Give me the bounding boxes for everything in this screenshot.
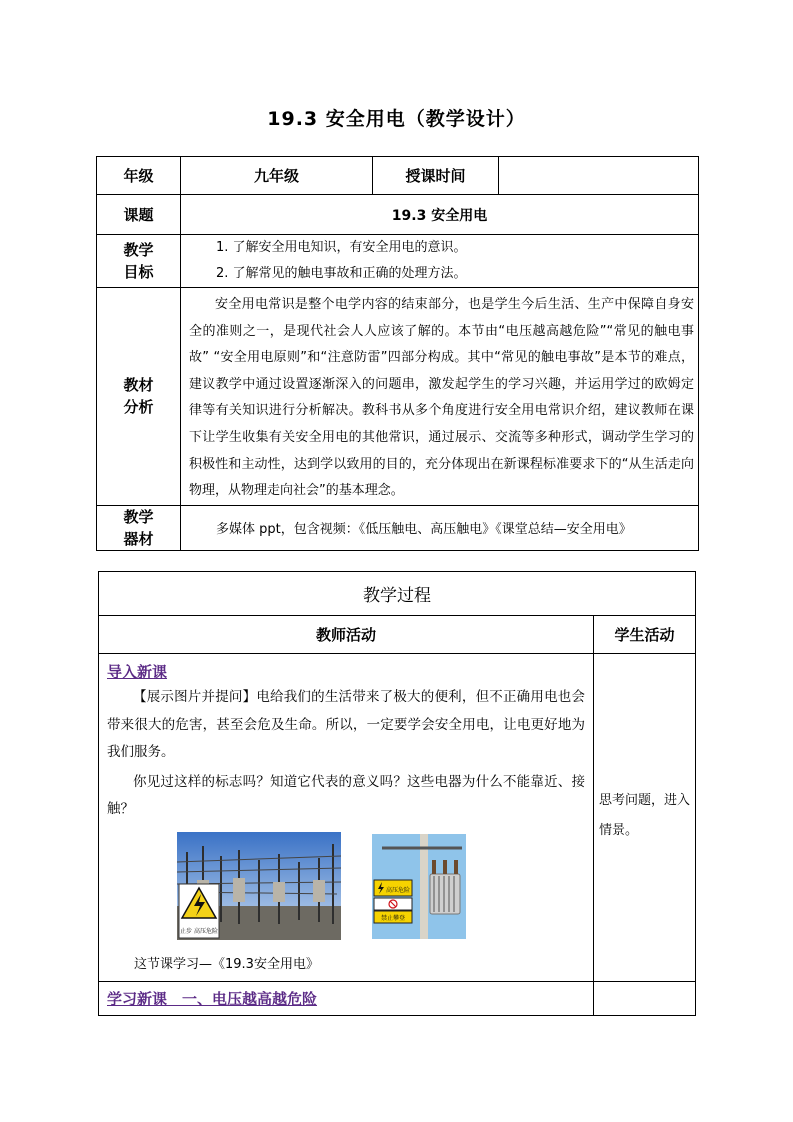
analysis-text: 安全用电常识是整个电学内容的结束部分，也是学生今后生活、生产中保障自身安全的准则之一，是现代社会人人应该了解的。本节由“电压越高越危险”“常见的触电事故” “安全用电原则”和“注意防雷”四部分构成。其中“常见的触电事故”是本节的难点，建议教学中通过设置逐渐深入的问题串，激发起学生的学习兴趣，并运用学过的欧姆定律等有关知识进行分析解决。教科书从多个角度进行安全用电常识介绍，建议教师在课下让学生收集有关安全用电的其他常识，通过展示、交流等多种形式，调动学生学习的积极性和主动性，达到学以致用的目的，充分体现出在新课程标准要求下的“从生活走向物理，从物理走向社会”的基本理念。 <box>189 297 694 499</box>
analysis-label-line1: 教材 <box>123 376 154 395</box>
goal-item-1: 1. 了解安全用电知识，有安全用电的意识。 <box>216 240 467 255</box>
page-title: 19.3 安全用电（教学设计） <box>267 108 526 130</box>
intro-cell <box>99 654 594 982</box>
goal-item-2: 2. 了解常见的触电事故和正确的处理方法。 <box>216 266 467 281</box>
materials-label-line2: 器材 <box>123 529 154 548</box>
grade-label: 年级 <box>97 157 181 195</box>
topic-value: 19.3 安全用电 <box>181 195 699 235</box>
grade-value: 九年级 <box>181 157 373 195</box>
student-activity-cell <box>594 654 696 982</box>
lesson-caption: 这节课学习—《19.3安全用电》 <box>134 956 319 972</box>
goal-label-line2: 目标 <box>123 263 154 281</box>
goal-label <box>97 235 181 288</box>
time-value <box>499 157 699 195</box>
new-lesson-student-cell <box>594 982 696 1016</box>
materials-label-line1: 教学 <box>123 507 154 526</box>
new-lesson-cell <box>99 982 594 1016</box>
analysis-label <box>97 288 181 506</box>
materials-text: 多媒体 ppt，包含视频：《低压触电、高压触电》《课堂总结—安全用电》 <box>181 505 699 550</box>
student-activity-line1: 思考问题，进入 <box>599 793 691 808</box>
sign1-text: 止步 高压危险 <box>180 927 218 935</box>
teacher-col-header: 教师活动 <box>99 616 594 654</box>
goal-cell <box>181 235 699 288</box>
intro-paragraph-2: 你见过这样的标志吗？知道它代表的意义吗？这些电器为什么不能靠近、接触？ <box>107 773 585 817</box>
image-row <box>99 832 593 946</box>
analysis-cell <box>181 288 699 506</box>
student-activity-line2: 情景。 <box>599 823 639 838</box>
substation-photo <box>177 832 341 940</box>
sign2-line2: 禁止攀登 <box>380 914 406 922</box>
goal-label-line1: 教学 <box>123 241 154 259</box>
intro-paragraph-1: 【展示图片并提问】电给我们的生活带来了极大的便利，但不正确用电也会带来很大的危害，甚至会危及生命。所以，一定要学会安全用电，让电更好地为我们服务。 <box>107 689 585 760</box>
process-header: 教学过程 <box>99 572 696 616</box>
time-label: 授课时间 <box>373 157 499 195</box>
lesson-info-table <box>96 156 699 551</box>
student-col-header: 学生活动 <box>594 616 696 654</box>
topic-label: 课题 <box>97 195 181 235</box>
process-table <box>98 571 696 1016</box>
analysis-label-line2: 分析 <box>123 398 154 417</box>
transformer-photo <box>372 834 466 939</box>
materials-label <box>97 505 181 550</box>
intro-heading: 导入新课 <box>107 663 168 681</box>
sign2-line1: 高压危险 <box>385 886 411 894</box>
new-lesson-heading: 学习新课 一、电压越高越危险 <box>107 989 318 1008</box>
